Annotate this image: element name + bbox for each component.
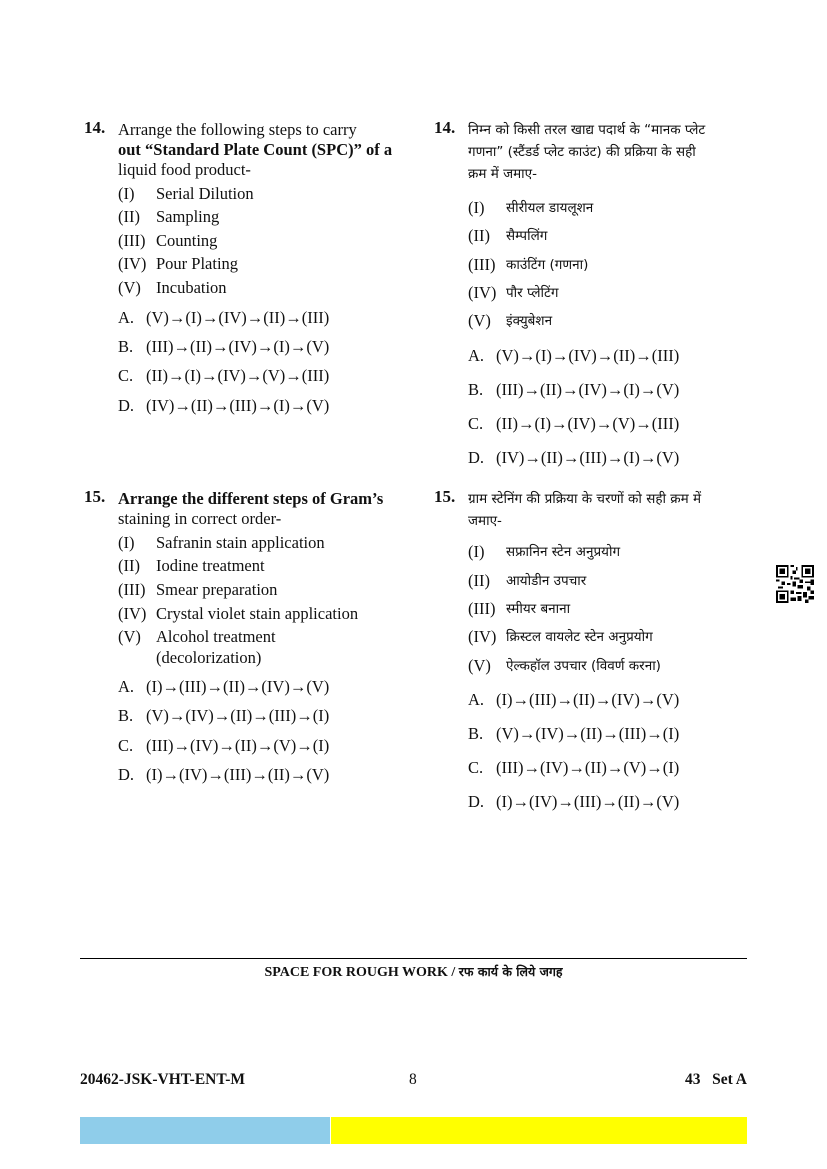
option-a: A. (V)→(I)→(IV)→(II)→(III) xyxy=(468,346,680,365)
question-stem: Arrange the following steps to carry out “Standard Plate Count (SPC)” of a liquid food product- xyxy=(118,120,393,179)
list-item: (I) सफ्रानिन स्टेन अनुप्रयोग xyxy=(468,542,621,561)
list-item: (II) आयोडीन उपचार xyxy=(468,571,587,590)
list-item: (II) Iodine treatment xyxy=(118,556,265,575)
question-stem: Arrange the different steps of Gram’s staining in correct order- xyxy=(118,489,384,528)
question-number: 14. xyxy=(434,118,456,137)
option-c: C. (III)→(IV)→(II)→(V)→(I) xyxy=(118,736,330,755)
paper-code: 20462-JSK-VHT-ENT-M xyxy=(80,1071,246,1088)
option-d: D. (I)→(IV)→(III)→(II)→(V) xyxy=(468,792,680,811)
list-item-continuation: (decolorization) xyxy=(156,648,262,667)
list-item: (III) Counting xyxy=(118,231,218,250)
question-number: 15. xyxy=(434,487,456,506)
list-item: (III) स्मीयर बनाना xyxy=(468,599,571,618)
option-b: B. (III)→(II)→(IV)→(I)→(V) xyxy=(468,380,680,399)
list-item: (V) Incubation xyxy=(118,278,227,297)
rough-work-label: SPACE FOR ROUGH WORK / रफ कार्य के लिये जगह xyxy=(264,964,563,980)
list-item: (IV) Crystal violet stain application xyxy=(118,604,359,623)
option-d: D. (I)→(IV)→(III)→(II)→(V) xyxy=(118,765,330,784)
question-stem: ग्राम स्टेनिंग की प्रक्रिया के चरणों को सही क्रम में जमाए- xyxy=(468,491,702,529)
list-item: (V) ऐल्कहॉल उपचार (विवर्ण करना) xyxy=(468,656,661,675)
list-item: (I) सीरीयल डायलूशन xyxy=(468,198,594,217)
list-item: (II) सैम्पलिंग xyxy=(468,226,548,245)
list-item: (III) काउंटिंग (गणना) xyxy=(468,255,589,274)
question-number: 14. xyxy=(84,118,106,137)
list-item: (V) Alcohol treatment xyxy=(118,627,276,646)
list-item: (IV) पौर प्लेटिंग xyxy=(468,283,559,302)
list-item: (IV) Pour Plating xyxy=(118,254,239,273)
option-d: D. (IV)→(II)→(III)→(I)→(V) xyxy=(468,448,680,467)
option-b: B. (V)→(IV)→(II)→(III)→(I) xyxy=(118,706,330,725)
option-d: D. (IV)→(II)→(III)→(I)→(V) xyxy=(118,396,330,415)
option-b: B. (V)→(IV)→(II)→(III)→(I) xyxy=(468,724,680,743)
list-item: (III) Smear preparation xyxy=(118,580,278,599)
option-c: C. (III)→(IV)→(II)→(V)→(I) xyxy=(468,758,680,777)
option-b: B. (III)→(II)→(IV)→(I)→(V) xyxy=(118,337,330,356)
option-c: C. (II)→(I)→(IV)→(V)→(III) xyxy=(468,414,680,433)
option-a: A. (I)→(III)→(II)→(IV)→(V) xyxy=(118,677,330,696)
question-number: 15. xyxy=(84,487,106,506)
list-item: (II) Sampling xyxy=(118,207,220,226)
list-item: (I) Safranin stain application xyxy=(118,533,325,552)
list-item: (I) Serial Dilution xyxy=(118,184,254,203)
list-item: (IV) क्रिस्टल वायलेट स्टेन अनुप्रयोग xyxy=(468,627,653,646)
option-c: C. (II)→(I)→(IV)→(V)→(III) xyxy=(118,366,330,385)
divider xyxy=(80,958,747,959)
set-label: 43 Set A xyxy=(685,1071,747,1088)
question-stem: निम्न को किसी तरल खाद्य पदार्थ के “मानक प्लेट गणना” (स्टैंडर्ड प्लेट काउंट) की प्रक्रिया के सही क्रम में जमाए- xyxy=(468,122,706,182)
footer-bar-yellow xyxy=(331,1117,747,1144)
list-item: (V) इंक्युबेशन xyxy=(468,311,553,330)
option-a: A. (V)→(I)→(IV)→(II)→(III) xyxy=(118,308,330,327)
qr-code-icon xyxy=(776,565,814,603)
page-number: 8 xyxy=(409,1071,417,1088)
footer-bar-blue xyxy=(80,1117,330,1144)
option-a: A. (I)→(III)→(II)→(IV)→(V) xyxy=(468,690,680,709)
